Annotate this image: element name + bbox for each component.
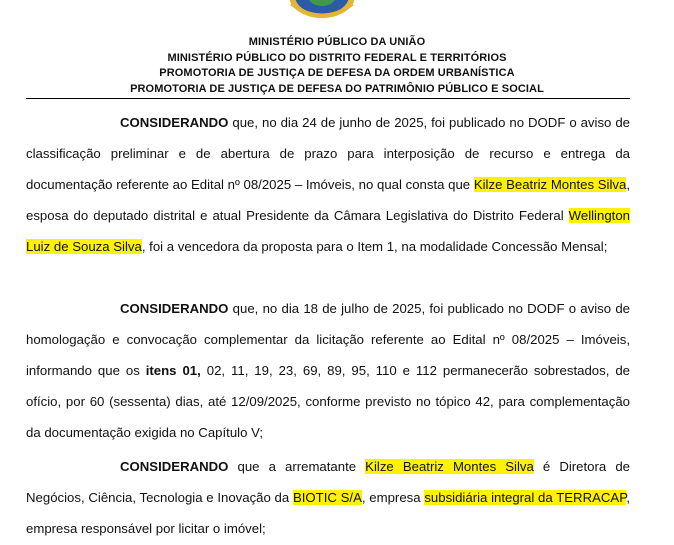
paragraph-text: que a arrematante <box>228 459 366 474</box>
paragraph-text: que, no dia 24 de junho de 2025, foi publicado no DODF o aviso de classificação preliminar e de abertura de prazo para interposição de recurso e entrega da documentação referente ao Edital nº 08/2025 – Imóveis, no qual consta que <box>26 115 630 192</box>
paragraph-text: que, no dia 18 de julho de 2025, foi publicado no DODF o aviso de homologação e convocação complementar da licitação referente ao Edital nº 08/2025 – Imóveis, informando que os <box>26 301 630 378</box>
paragraph-text: , empresa <box>361 490 425 505</box>
considerando-label: CONSIDERANDO <box>120 459 229 474</box>
coat-of-arms-icon <box>287 0 357 20</box>
highlighted-name: Kilze Beatriz Montes Silva <box>473 177 627 192</box>
highlighted-company: subsidiária integral da TERRACAP <box>424 490 627 505</box>
considerando-label: CONSIDERANDO <box>120 301 229 316</box>
highlighted-company: BIOTIC S/A <box>292 490 362 505</box>
paragraph-text: , empresa responsável por licitar o imóvel; <box>26 490 630 536</box>
paragraph-text: , esposa do deputado distrital e atual Presidente da Câmara Legislativa do Distrito Federal <box>26 177 630 223</box>
paragraph-text: , foi a vencedora da proposta para o Item 1, na modalidade Concessão Mensal; <box>141 239 608 254</box>
highlighted-name: Kilze Beatriz Montes Silva <box>365 459 534 474</box>
paragraph-text: é Diretora de Negócios, Ciência, Tecnologia e Inovação da <box>26 459 630 505</box>
header-divider <box>26 98 630 99</box>
header-line-2: MINISTÉRIO PÚBLICO DO DISTRITO FEDERAL E TERRITÓRIOS <box>167 51 507 64</box>
paragraph-3 <box>26 451 630 544</box>
paragraph-2 <box>26 293 630 448</box>
header-line-4: PROMOTORIA DE JUSTIÇA DE DEFESA DO PATRIMÔNIO PÚBLICO E SOCIAL <box>130 82 544 95</box>
considerando-label: CONSIDERANDO <box>120 115 229 130</box>
highlighted-name: Wellington Luiz de Souza Silva <box>26 208 630 254</box>
header-line-1: MINISTÉRIO PÚBLICO DA UNIÃO <box>248 36 426 48</box>
paragraph-1 <box>26 107 630 262</box>
document-header <box>0 35 674 97</box>
paragraph-text: 02, 11, 19, 23, 69, 89, 95, 110 e 112 permanecerão sobrestados, de ofício, por 60 (sessenta) dias, até 12/09/2025, conforme previsto no tópico 42, para complementação da documentação exigida no Capítulo V; <box>26 363 630 440</box>
header-line-3: PROMOTORIA DE JUSTIÇA DE DEFESA DA ORDEM URBANÍSTICA <box>159 67 515 79</box>
bold-items: itens 01, <box>145 363 201 378</box>
